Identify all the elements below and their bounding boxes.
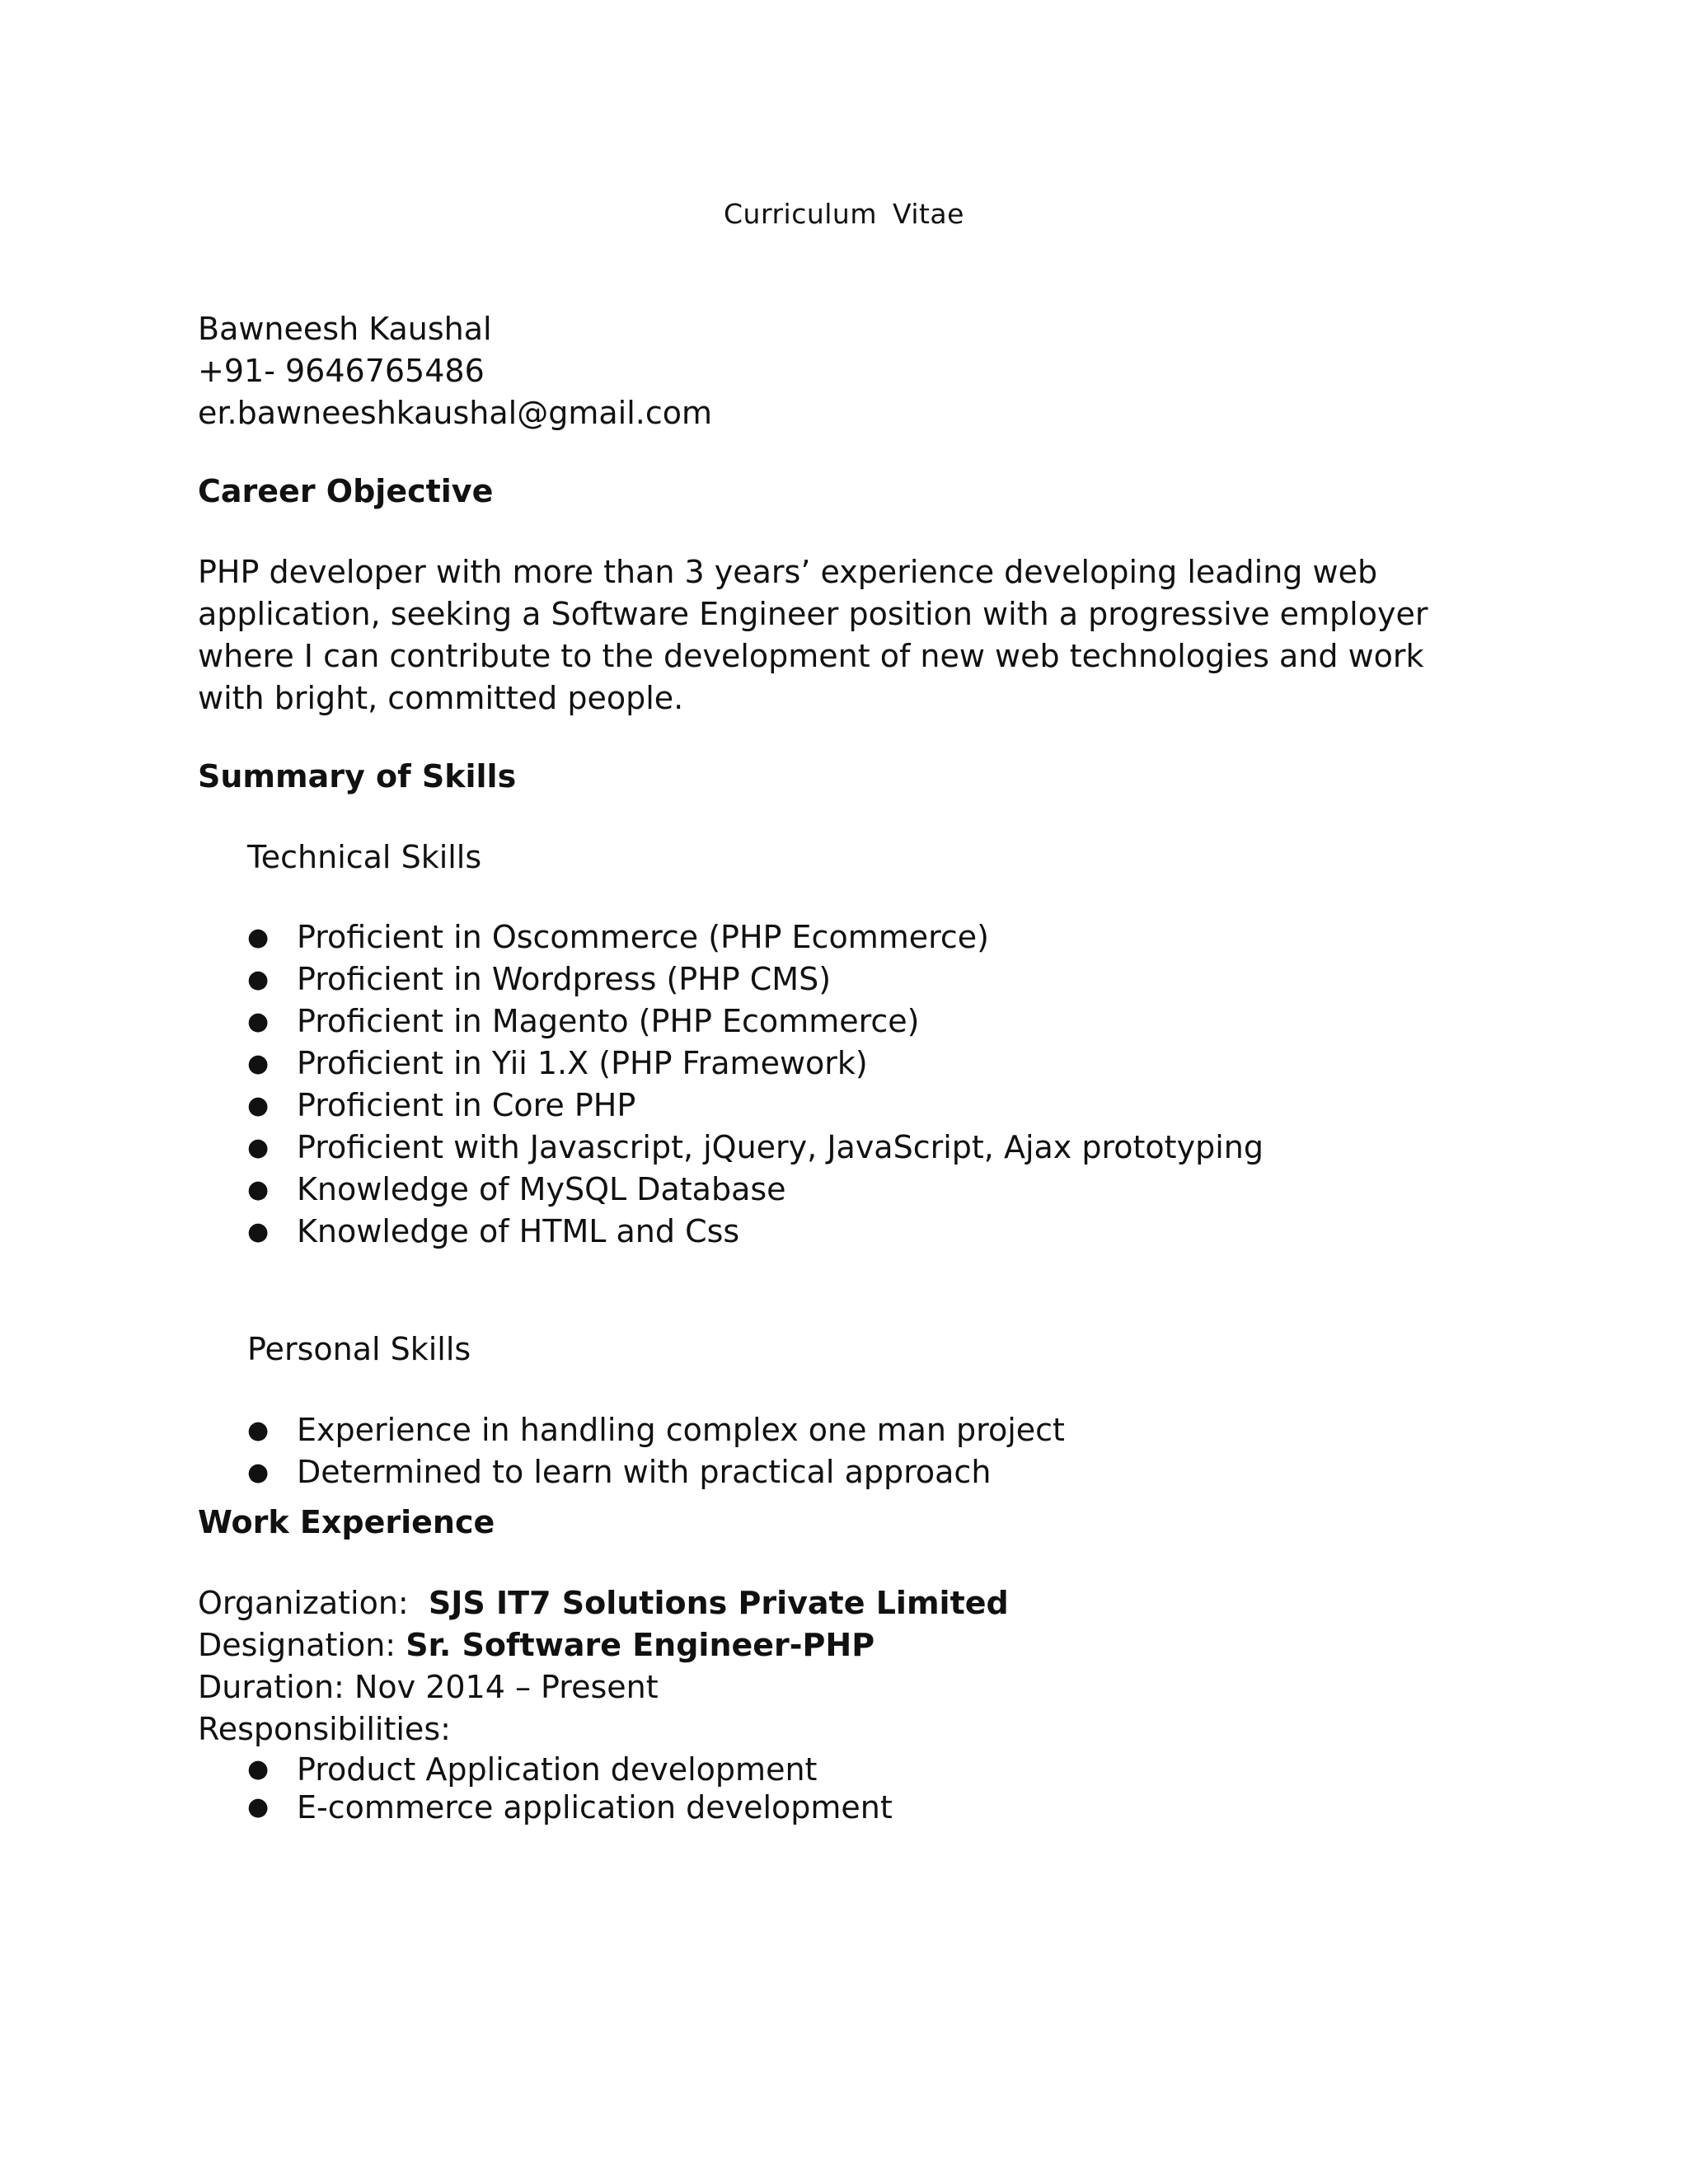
technical-skills-label: Technical Skills — [247, 839, 482, 875]
career-objective-heading: Career Objective — [198, 473, 494, 509]
bullet-icon: ● — [247, 1175, 270, 1204]
bullet-icon: ● — [247, 1049, 270, 1078]
list-item: ● Proficient in Oscommerce (PHP Ecommerce) — [247, 916, 1550, 958]
work-details — [198, 1582, 1500, 1750]
list-item: ● Product Application development — [247, 1751, 818, 1788]
bullet-icon: ● — [247, 923, 270, 952]
duration-line — [198, 1666, 1500, 1708]
technical-skills-list — [247, 916, 1550, 1253]
bullet-icon: ● — [247, 1793, 270, 1821]
bullet-icon: ● — [247, 1416, 270, 1445]
contact-name: Bawneesh Kaushal — [198, 311, 492, 347]
duration-value: Nov 2014 – Present — [354, 1669, 659, 1705]
responsibilities-list — [247, 1750, 1550, 1826]
organization-line — [198, 1582, 1500, 1624]
work-experience-heading: Work Experience — [198, 1504, 495, 1540]
bullet-icon: ● — [247, 1091, 270, 1120]
contact-email: er.bawneeshkaushal@gmail.com — [198, 395, 713, 431]
organization-name: SJS IT7 Solutions Private Limited — [428, 1585, 1009, 1621]
career-objective-text: PHP developer with more than 3 years’ experience developing leading web application, seeking a Software Engineer position with a progressive employer where I can contribute to the development of new web technologies and work with bright, committed people. — [198, 554, 1428, 716]
duration-label: Duration: — [198, 1669, 345, 1705]
list-item: ● Proficient in Core PHP — [247, 1085, 1550, 1127]
bullet-icon: ● — [247, 1458, 270, 1487]
contact-phone: +91- 9646765486 — [198, 353, 485, 389]
responsibilities-label: Responsibilities: — [198, 1711, 451, 1747]
skills-heading: Summary of Skills — [198, 758, 517, 794]
list-item: ● Determined to learn with practical approach — [247, 1451, 1550, 1493]
bullet-icon: ● — [247, 1755, 270, 1783]
document-title: Curriculum Vitae — [724, 198, 964, 230]
list-item: ● E-commerce application development — [247, 1789, 893, 1825]
list-item: ● Proficient in Yii 1.X (PHP Framework) — [247, 1043, 1550, 1085]
designation-line — [198, 1624, 1500, 1666]
list-item: ● Knowledge of MySQL Database — [247, 1169, 1550, 1211]
list-item: ● Proficient in Wordpress (PHP CMS) — [247, 958, 1550, 1001]
list-item: ● Knowledge of HTML and Css — [247, 1211, 1550, 1253]
list-item: ● Proficient in Magento (PHP Ecommerce) — [247, 1001, 1550, 1043]
bullet-icon: ● — [247, 1217, 270, 1246]
personal-skills-list — [247, 1409, 1550, 1493]
organization-label: Organization: — [198, 1585, 409, 1621]
contact-block — [198, 308, 1500, 434]
designation-value: Sr. Software Engineer-PHP — [406, 1627, 875, 1663]
bullet-icon: ● — [247, 1007, 270, 1036]
bullet-icon: ● — [247, 965, 270, 994]
list-item: ● Proficient with Javascript, jQuery, JavaScript, Ajax prototyping — [247, 1127, 1550, 1169]
personal-skills-label: Personal Skills — [247, 1331, 471, 1367]
list-item: ● Experience in handling complex one man project — [247, 1409, 1550, 1451]
designation-label: Designation: — [198, 1627, 396, 1663]
bullet-icon: ● — [247, 1133, 270, 1162]
